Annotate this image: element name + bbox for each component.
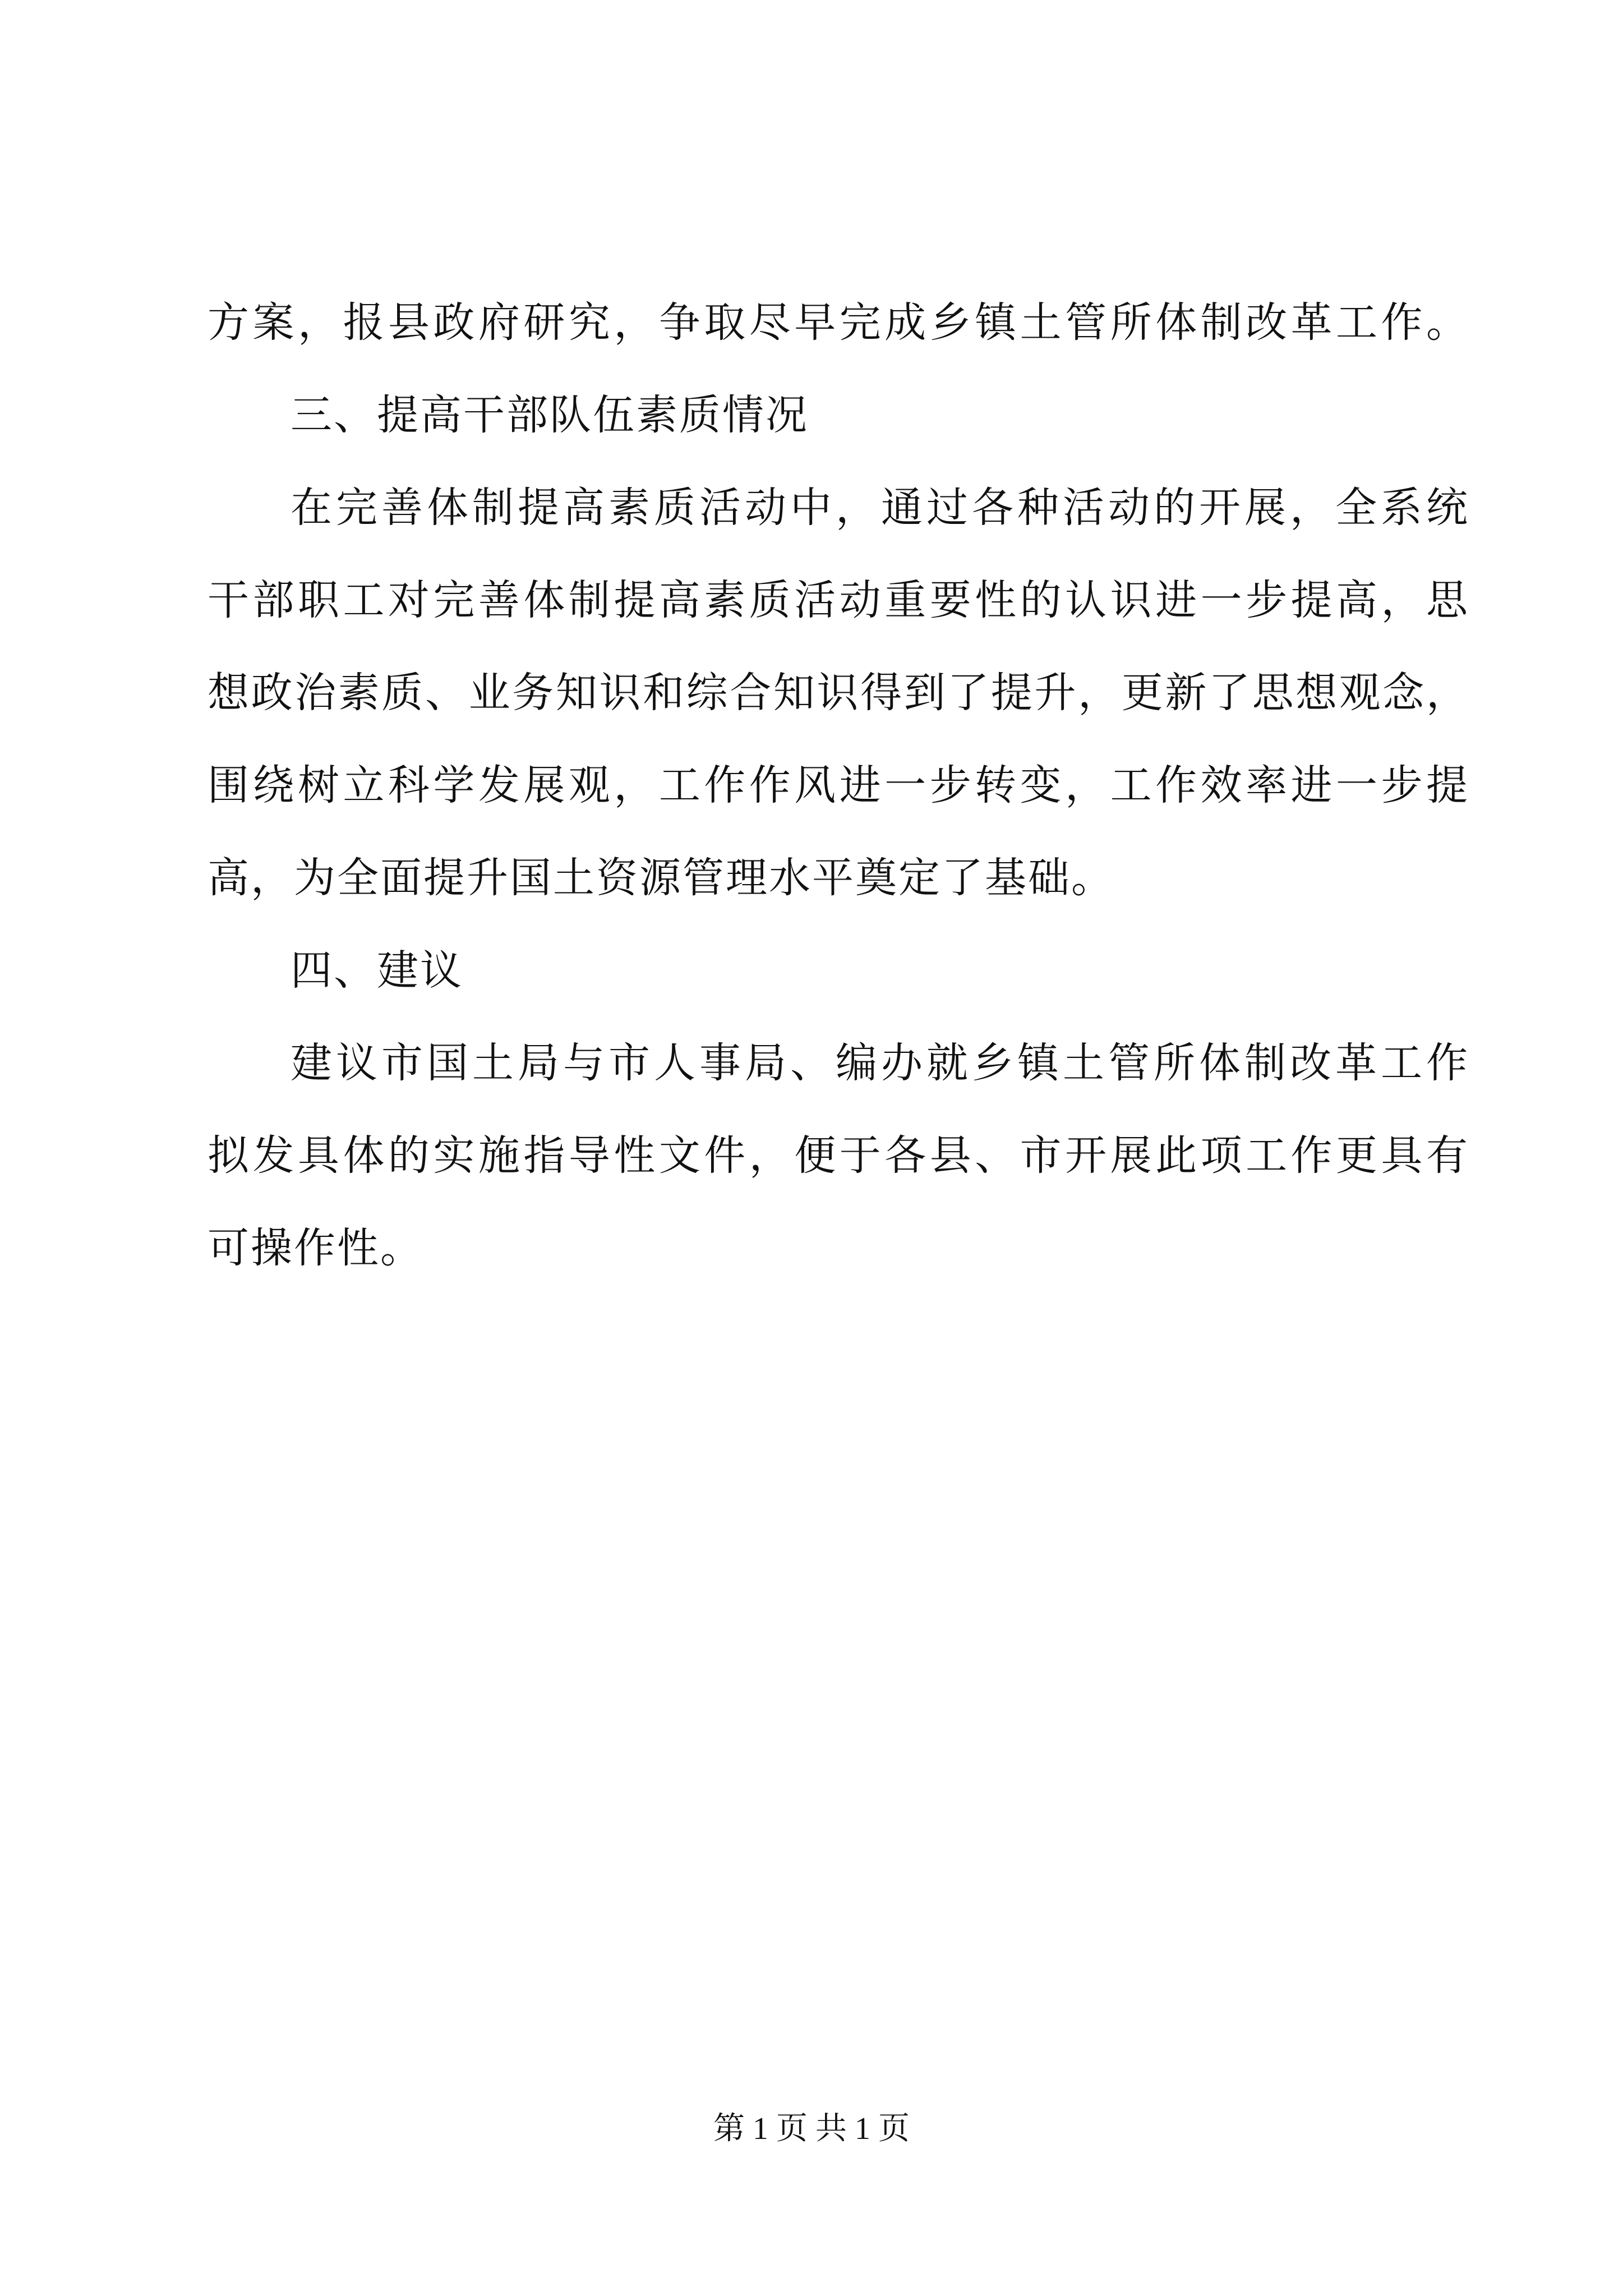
page-footer: 第 1 页 共 1 页 bbox=[713, 2111, 910, 2146]
body-text-line: 拟发具体的实施指导性文件，便于各县、市开展此项工作更具有 bbox=[208, 1131, 1469, 1180]
body-text-line: 围绕树立科学发展观，工作作风进一步转变，工作效率进一步提 bbox=[208, 761, 1469, 809]
section-heading-3: 三、提高干部队伍素质情况 bbox=[291, 391, 809, 439]
body-text-line: 在完善体制提高素质活动中，通过各种活动的开展，全系统 bbox=[291, 484, 1469, 532]
body-text-line: 可操作性。 bbox=[208, 1224, 423, 1272]
body-text-line: 方案，报县政府研究，争取尽早完成乡镇土管所体制改革工作。 bbox=[208, 298, 1469, 347]
body-text-line: 高，为全面提升国土资源管理水平奠定了基础。 bbox=[208, 854, 1114, 902]
body-text-line: 干部职工对完善体制提高素质活动重要性的认识进一步提高，思 bbox=[208, 576, 1469, 624]
section-heading-4: 四、建议 bbox=[291, 946, 463, 995]
body-text-line: 建议市国土局与市人事局、编办就乡镇土管所体制改革工作 bbox=[291, 1039, 1469, 1087]
body-text-line: 想政治素质、业务知识和综合知识得到了提升，更新了思想观念， bbox=[208, 669, 1469, 717]
